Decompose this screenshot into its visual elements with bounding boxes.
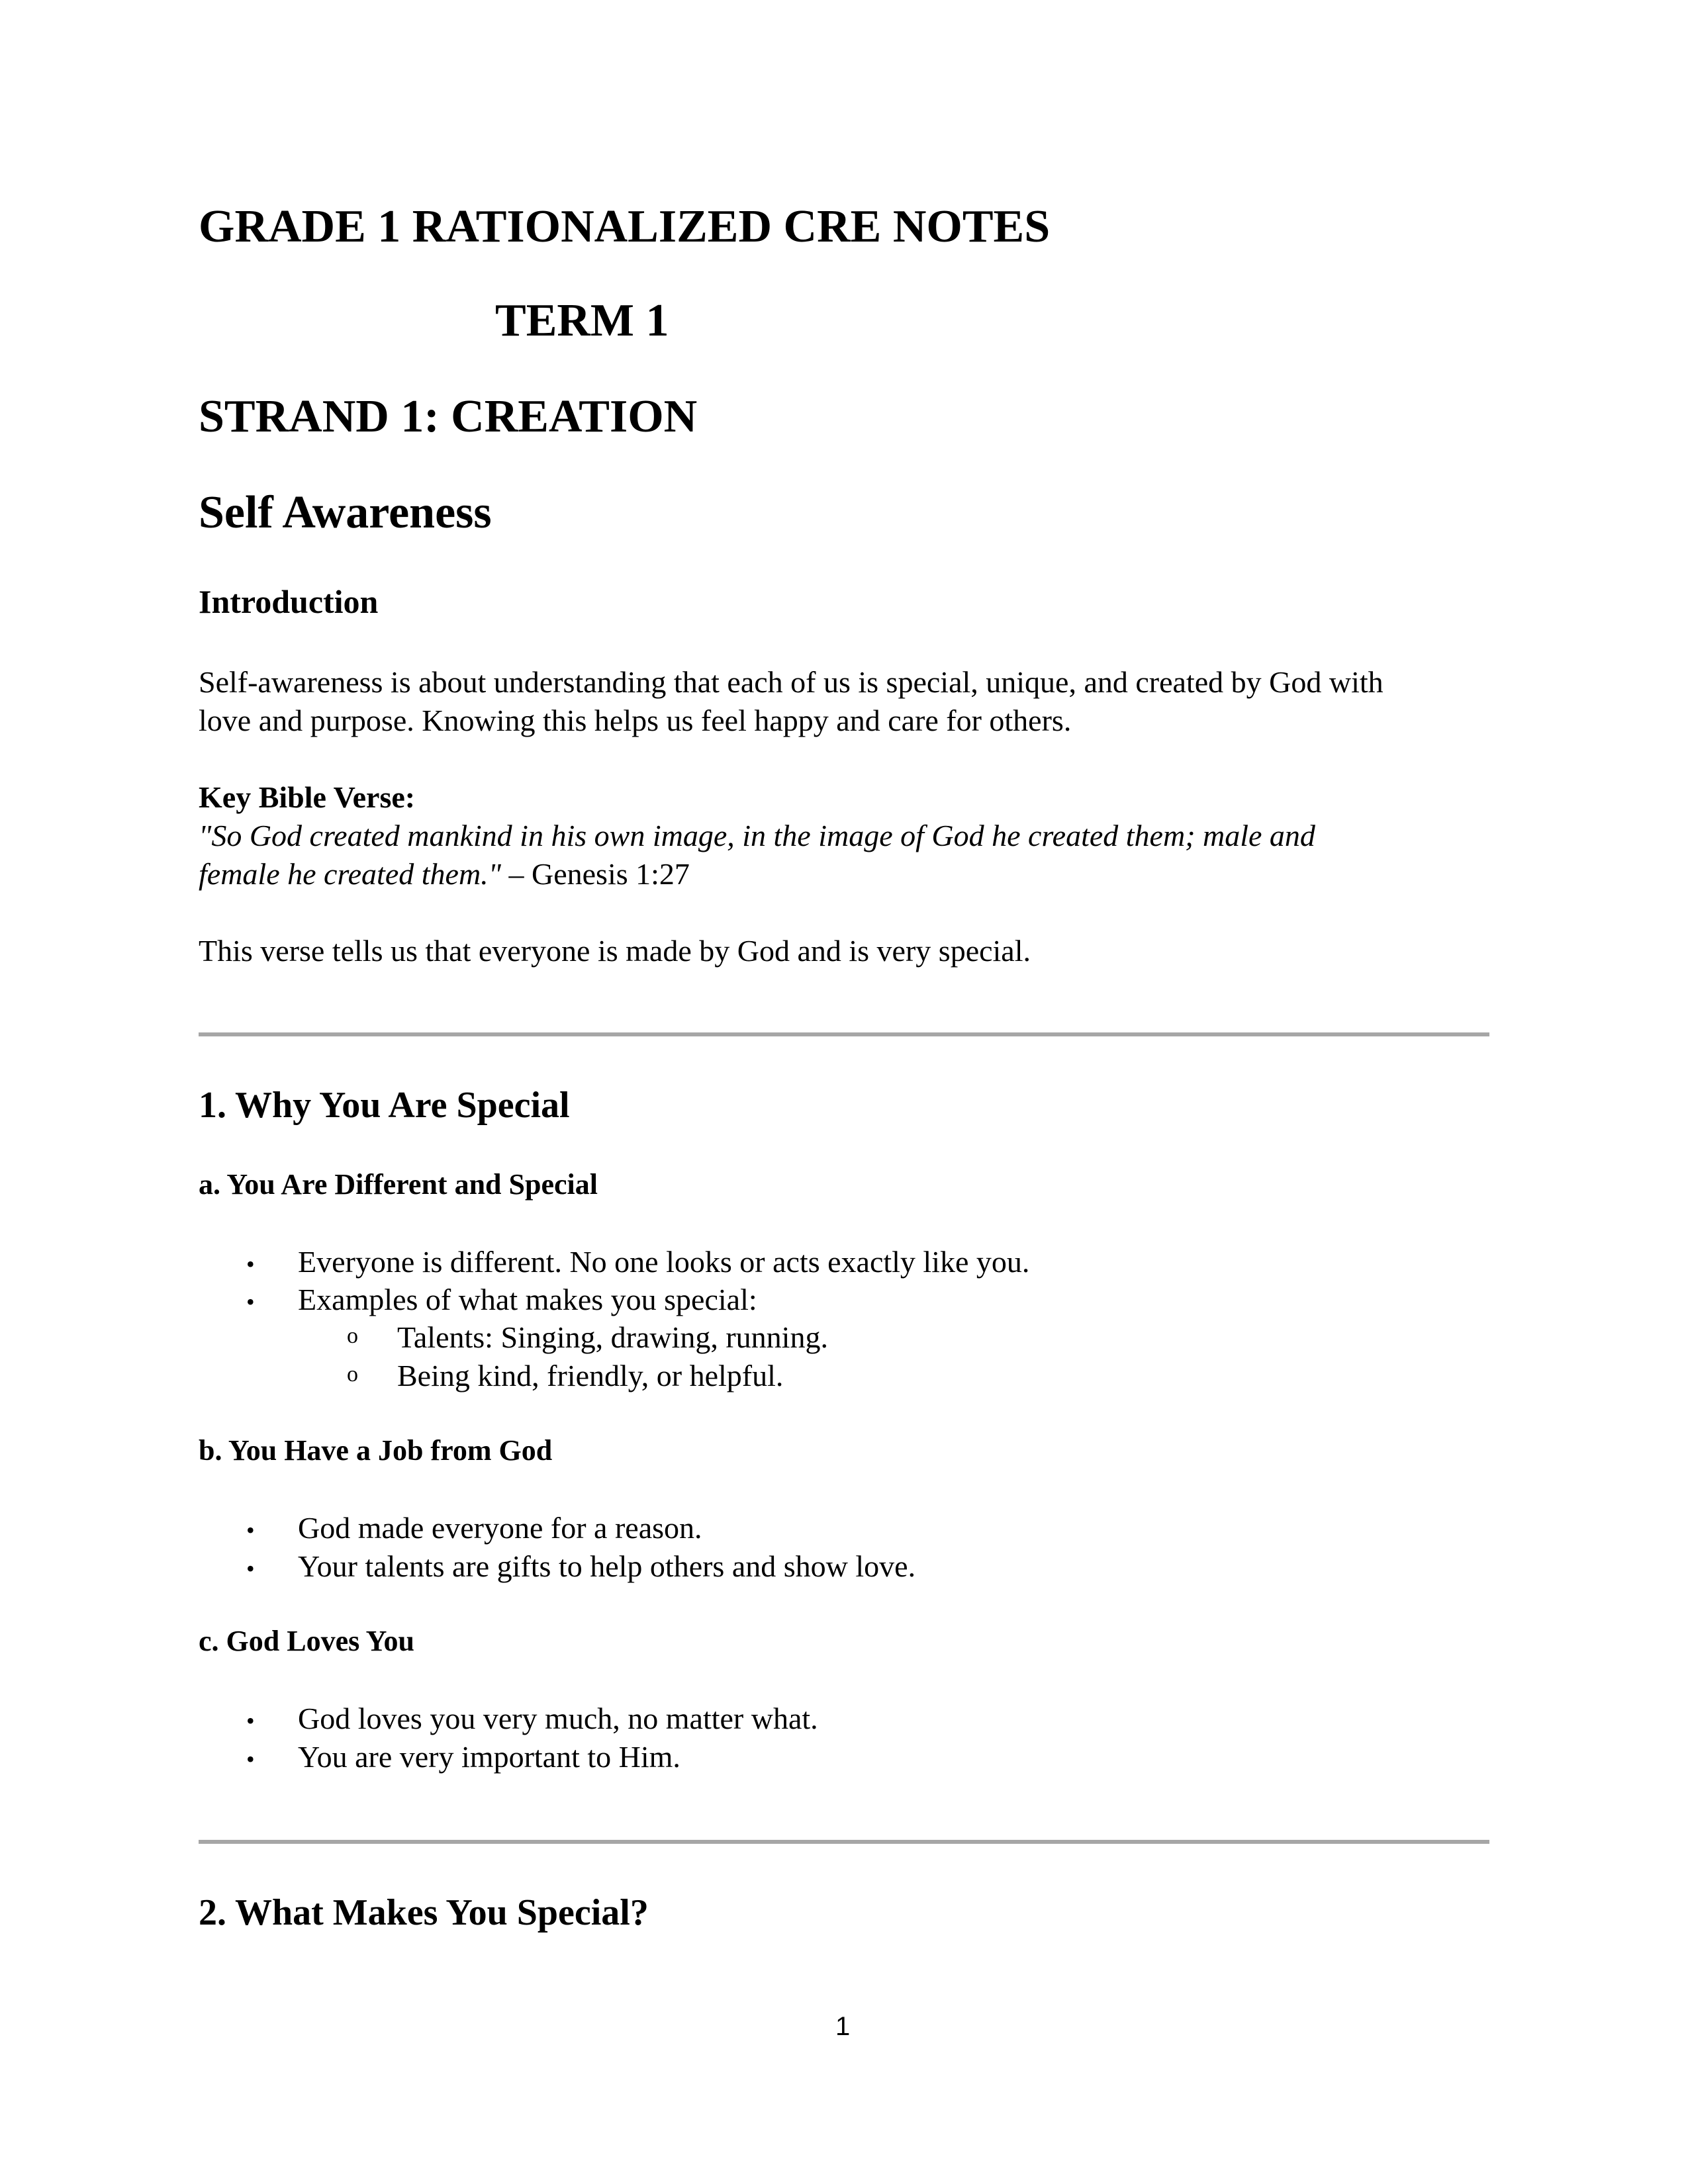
list-item: Your talents are gifts to help others and show love. bbox=[298, 1549, 916, 1583]
page-number: 1 bbox=[835, 2012, 851, 2041]
topic-heading: Self Awareness bbox=[199, 487, 492, 538]
bullet-icon: • bbox=[246, 1517, 255, 1543]
sub-bullet-icon: o bbox=[347, 1324, 358, 1348]
term-heading: TERM 1 bbox=[495, 295, 669, 346]
key-verse-label: Key Bible Verse: bbox=[199, 780, 416, 814]
bullet-icon: • bbox=[246, 1707, 255, 1734]
verse-explanation: This verse tells us that everyone is made by God and is very special. bbox=[199, 934, 1031, 968]
intro-paragraph-line-2: love and purpose. Knowing this helps us feel happy and care for others. bbox=[199, 704, 1072, 737]
bullet-icon: • bbox=[246, 1251, 255, 1277]
subsection-b-heading: b. You Have a Job from God bbox=[199, 1434, 553, 1467]
section-divider bbox=[199, 1032, 1489, 1036]
intro-paragraph-line-1: Self-awareness is about understanding that each of us is special, unique, and created by God with bbox=[199, 665, 1383, 699]
subsection-c-heading: c. God Loves You bbox=[199, 1625, 414, 1657]
verse-quote-line-2 bbox=[199, 859, 690, 889]
verse-reference: – Genesis 1:27 bbox=[501, 857, 690, 891]
section-1-heading: 1. Why You Are Special bbox=[199, 1085, 570, 1126]
sub-list-item: Being kind, friendly, or helpful. bbox=[397, 1359, 784, 1392]
bullet-icon: • bbox=[246, 1289, 255, 1315]
strand-heading: STRAND 1: CREATION bbox=[199, 391, 698, 442]
list-item: You are very important to Him. bbox=[298, 1740, 680, 1774]
section-2-heading: 2. What Makes You Special? bbox=[199, 1892, 649, 1933]
bullet-icon: • bbox=[246, 1555, 255, 1582]
verse-quote-end: female he created them." bbox=[199, 857, 501, 891]
list-item: God made everyone for a reason. bbox=[298, 1511, 702, 1545]
list-item: Examples of what makes you special: bbox=[298, 1283, 757, 1316]
document-title: GRADE 1 RATIONALIZED CRE NOTES bbox=[199, 201, 1051, 252]
bullet-icon: • bbox=[246, 1746, 255, 1772]
subsection-a-heading: a. You Are Different and Special bbox=[199, 1168, 598, 1201]
list-item: Everyone is different. No one looks or acts exactly like you. bbox=[298, 1245, 1030, 1279]
section-divider bbox=[199, 1840, 1489, 1844]
introduction-heading: Introduction bbox=[199, 583, 379, 620]
verse-quote-line-1: "So God created mankind in his own image, in the image of God he created them; male and bbox=[199, 819, 1315, 852]
list-item: God loves you very much, no matter what. bbox=[298, 1702, 818, 1735]
sub-bullet-icon: o bbox=[347, 1362, 358, 1387]
sub-list-item: Talents: Singing, drawing, running. bbox=[397, 1320, 828, 1354]
